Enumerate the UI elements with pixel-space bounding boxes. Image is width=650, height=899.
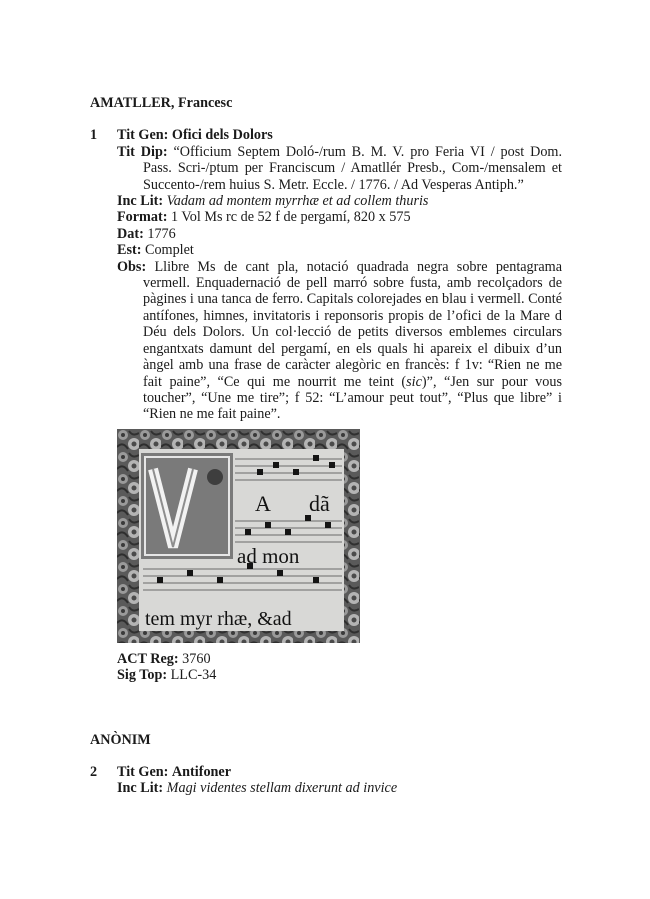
inc-lit-label-2: Inc Lit: xyxy=(117,780,164,797)
lyric-2: dã xyxy=(309,490,330,516)
tit-dip-value: “Officium Septem Doló-/rum B. M. V. pro Feria VI / post Dom. Pass. Scri-/ptum per Franciscum / Amatllér Presb., Com-/mensalem et Succento-/rem huius S. Metr. Eccle. / 1776. / Ad Vesperas Antiph.” xyxy=(143,143,562,193)
lyric-4: tem myr rhæ, &ad xyxy=(145,607,292,630)
obs-text-part2: )”, “Jen sur pour vous toucher”, “Une me tire”; f 52: “L’amour peut tout”, “Plus que libre” i “Rien ne me fait paine”. xyxy=(143,373,562,423)
tit-gen-label: Tit Gen: xyxy=(117,127,169,144)
tit-gen-field-2 xyxy=(117,764,562,780)
tit-dip-label: Tit Dip: xyxy=(117,143,168,160)
entry-number: 1 xyxy=(90,127,98,144)
sig-top-field xyxy=(117,667,562,683)
inc-lit-field-2 xyxy=(117,780,562,796)
dat-label: Dat: xyxy=(117,225,144,242)
est-field xyxy=(117,242,562,258)
initial-ornament xyxy=(207,469,223,485)
format-value: 1 Vol Ms rc de 52 f de pergamí, 820 x 575 xyxy=(170,209,411,226)
catalog-entry-2 xyxy=(90,764,562,797)
tit-gen-label-2: Tit Gen: xyxy=(117,763,169,780)
format-field xyxy=(117,209,562,225)
inc-lit-label: Inc Lit: xyxy=(117,193,164,210)
lyric-3: ad mon xyxy=(237,543,300,568)
est-label: Est: xyxy=(117,242,142,259)
section-anonim xyxy=(90,732,562,797)
tit-gen-value-2: Antifoner xyxy=(171,763,232,780)
format-label: Format: xyxy=(117,209,168,226)
obs-text-part1: Llibre Ms de cant pla, notació quadrada negra sobre pentagrama vermell. Enquadernació de pell marró sobre fusta, amb recolçadors de pàgines i una tanca de ferro. Capitals colorejades en blau i vermell. Conté antífones, himnes, invitatoris i reponsoris propis de l’ofici de la Mare d Déu dels Dolors. Un col·lecció de petits diversos emblemes circulars engantxats damunt del pergamí, en els quals hi apareix el dibuix d’un àngel amb una frase de caràcter alegòric en francès: f 1v: “Rien ne me fait paine”, “Ce qui me nourrit me teint ( xyxy=(143,258,562,390)
tit-gen-field xyxy=(117,127,562,143)
inc-lit-field xyxy=(117,193,562,209)
lyric-1: A xyxy=(255,490,271,516)
catalog-entry xyxy=(90,127,562,683)
dat-field xyxy=(117,226,562,242)
act-reg-label: ACT Reg: xyxy=(117,650,179,667)
obs-sic: sic xyxy=(406,373,422,390)
inc-lit-value-2: Magi videntes stellam dixerunt ad invice xyxy=(166,780,398,797)
entry-number-2: 2 xyxy=(90,763,98,780)
tit-gen-value: Ofici dels Dolors xyxy=(171,127,273,144)
sig-top-value: LLC-34 xyxy=(170,667,217,684)
obs-field xyxy=(117,259,562,423)
catalog-page xyxy=(90,95,562,797)
sig-top-label: Sig Top: xyxy=(117,667,168,684)
author-heading-2: ANÒNIM xyxy=(90,731,151,748)
act-reg-value: 3760 xyxy=(182,650,211,667)
manuscript-image xyxy=(117,429,360,643)
obs-label: Obs: xyxy=(117,258,147,275)
tit-dip-field xyxy=(117,144,562,193)
author-heading: AMATLLER, Francesc xyxy=(90,95,233,111)
manuscript-illustration xyxy=(117,429,360,643)
est-value: Complet xyxy=(144,242,194,259)
act-reg-field xyxy=(117,651,562,667)
dat-value: 1776 xyxy=(147,225,176,242)
inc-lit-value: Vadam ad montem myrrhæ et ad collem thuris xyxy=(166,193,429,210)
